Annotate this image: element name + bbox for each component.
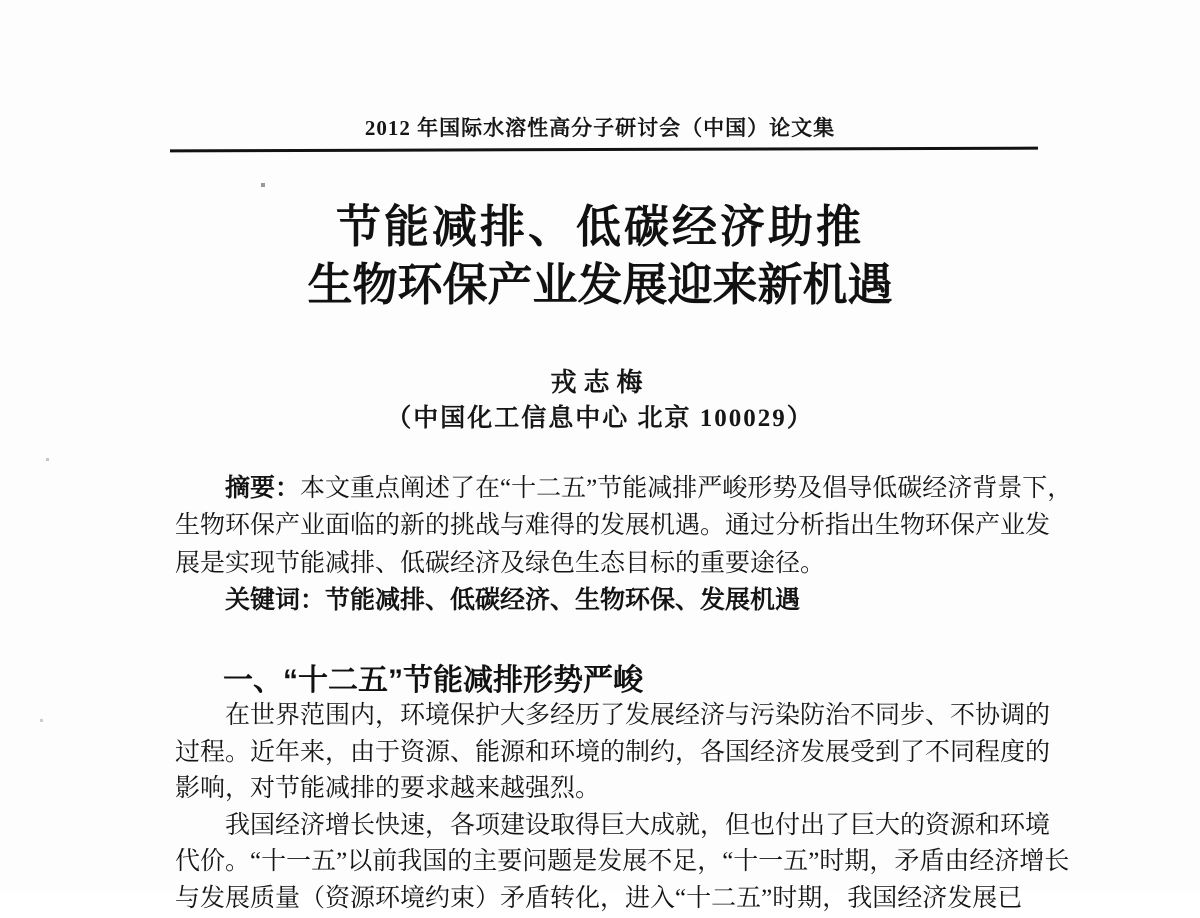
header-rule [170,147,1038,153]
paragraph-1-line-3: 影响，对节能减排的要求越来越强烈。 [175,775,601,803]
abstract-text-line-1: 本文重点阐述了在“十二五”节能减排严峻形势及倡导低碳经济背景下， [300,475,1073,502]
section-1-heading: 一、“十二五”节能减排形势严峻 [223,664,643,697]
abstract-line-3: 展是实现节能减排、低碳经济及绿色生态目标的重要途径。 [175,549,826,577]
abstract-label: 摘要： [225,474,301,502]
paragraph-1-line-1: 在世界范围内，环境保护大多经历了发展经济与污染防治不同步、不协调的 [225,702,1051,729]
paragraph-2-line-2: 代价。“十一五”以前我国的主要问题是发展不足，“十一五”时期，矛盾由经济增长 [175,848,1070,876]
proceedings-header: 2012 年国际水溶性高分子研讨会（中国）论文集 [364,116,836,140]
article-title [0,198,1200,314]
author-name: 戎志梅 [550,368,650,397]
scan-speck [46,458,49,461]
paragraph-2-line-3-clipped: 与发展质量（资源环境约束）矛盾转化，进入“十二五”时期，我国经济发展已 [175,884,1023,912]
keywords-line [175,582,1043,619]
abstract-block [175,470,1073,620]
abstract-line-1 [175,470,1073,507]
paragraph-1-line-2: 过程。近年来，由于资源、能源和环境的制约，各国经济发展受到了不同程度的 [175,738,1051,766]
keywords-text: 节能减排、低碳经济、生物环保、发展机遇 [325,586,801,615]
article-title-line-2: 生物环保产业发展迎来新机遇 [307,259,893,310]
section-1-body [175,698,1070,918]
keywords-label: 关键词： [225,586,326,615]
author-affiliation: （中国化工信息中心 北京 100029） [386,405,814,432]
paragraph-2-line-1: 我国经济增长快速，各项建设取得巨大成就，但也付出了巨大的资源和环境 [225,811,1051,839]
abstract-line-2: 生物环保产业面临的新的挑战与难得的发展机遇。通过分析指出生物环保产业发 [175,512,1051,540]
article-title-line-1: 节能减排、低碳经济助推 [335,201,864,252]
scan-speck [261,183,265,187]
scan-speck [40,719,43,722]
